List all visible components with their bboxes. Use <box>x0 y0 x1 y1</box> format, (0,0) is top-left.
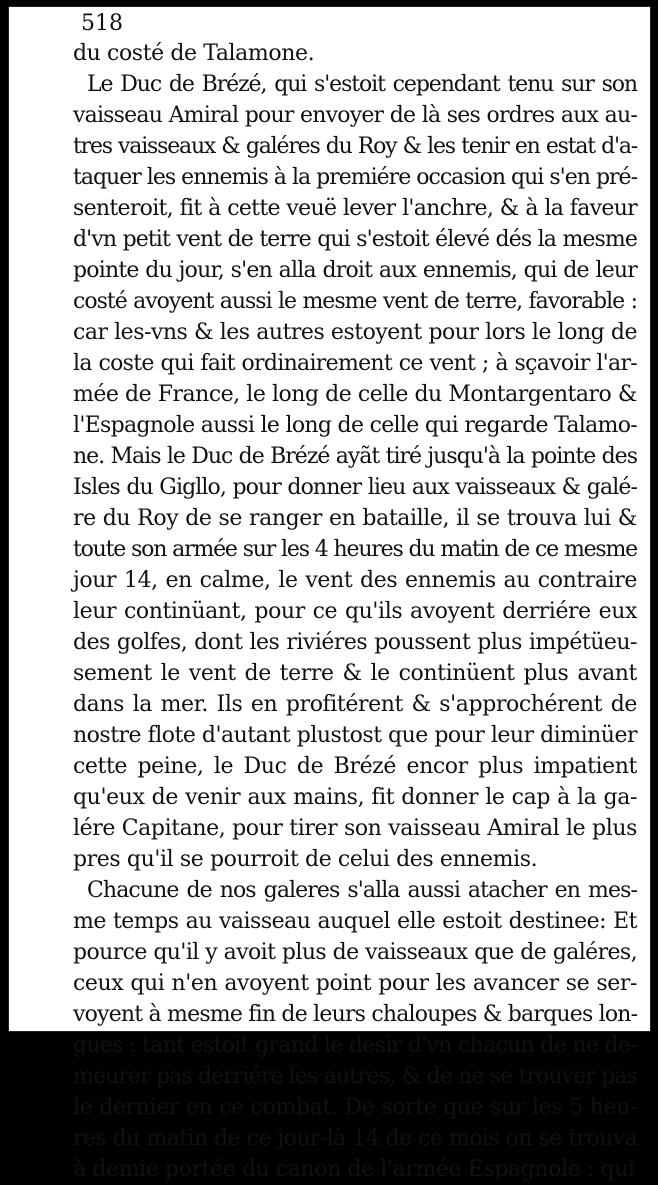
text-line: meurer pas derriére les autres, & de ne se trouver pas <box>73 1064 637 1089</box>
text-line: ne. Mais le Duc de Brézé ayãt tiré jusqu'à la pointe des <box>73 444 637 469</box>
text-line: nostre flote d'autant plustost que pour leur diminüer <box>73 723 637 748</box>
text-line: gues : tant estoit grand le desir d'vn chacun de ne de- <box>73 1033 637 1058</box>
text-line: re du Roy de se ranger en bataille, il se trouva lui & <box>73 506 637 531</box>
body-text <box>73 38 637 1185</box>
text-line: costé avoyent aussi le mesme vent de terre, favorable : <box>73 289 637 314</box>
text-line: toute son armée sur les 4 heures du matin de ce mesme <box>73 537 637 562</box>
text-line: d'vn petit vent de terre qui s'estoit élevé dés la mesme <box>73 227 637 252</box>
text-line: Chacune de nos galeres s'alla aussi atacher en mes- <box>87 878 637 903</box>
text-line: me temps au vaisseau auquel elle estoit destinee: Et <box>73 909 637 934</box>
page-number: 518 <box>81 11 123 36</box>
text-line: ceux qui n'en avoyent point pour les avancer se ser- <box>73 971 637 996</box>
text-line: res du matin de ce jour-là 14 de ce mois on se trouva <box>73 1126 637 1151</box>
text-line: qu'eux de venir aux mains, fit donner le cap à la ga- <box>73 785 637 810</box>
text-line: la coste qui fait ordinairement ce vent ; à sçavoir l'ar- <box>73 351 637 376</box>
text-line: du costé de Talamone. <box>73 41 315 66</box>
text-line: leur continüant, pour ce qu'ils avoyent derriére eux <box>73 599 637 624</box>
text-line: l'Espagnole aussi le long de celle qui regarde Talamo- <box>73 413 637 438</box>
text-line: pres qu'il se pourroit de celui des ennemis. <box>73 847 538 872</box>
text-line: Le Duc de Brézé, qui s'estoit cependant tenu sur son <box>87 72 637 97</box>
text-line: senteroit, fit à cette veuë lever l'anchre, & à la faveur <box>73 196 637 221</box>
text-line: taquer les ennemis à la premiére occasion qui s'en pré- <box>73 165 637 190</box>
text-line: vaisseau Amiral pour envoyer de là ses ordres aux au- <box>73 103 637 128</box>
text-line: sement le vent de terre & le continüent plus avant <box>73 661 637 686</box>
text-line: voyent à mesme fin de leurs chaloupes & barques lon- <box>73 1002 638 1027</box>
text-line: car les-vns & les autres estoyent pour lors le long de <box>73 320 637 345</box>
text-line: cette peine, le Duc de Brézé encor plus impatient <box>73 754 637 779</box>
text-line: pource qu'il y avoit plus de vaisseaux que de galéres, <box>73 940 637 965</box>
text-line: mée de France, le long de celle du Montargentaro & <box>73 382 637 407</box>
text-line: pointe du jour, s'en alla droit aux ennemis, qui de leur <box>73 258 637 283</box>
book-page <box>8 6 651 1182</box>
text-line: le dernier en ce combat. De sorte que sur les 5 heu- <box>73 1095 637 1120</box>
text-line: dans la mer. Ils en profitérent & s'approchérent de <box>73 692 637 717</box>
text-line: tres vaisseaux & galéres du Roy & les tenir en estat d'a- <box>73 134 637 159</box>
text-line: Isles du Gigllo, pour donner lieu aux vaisseaux & galé- <box>73 475 637 500</box>
text-line: des golfes, dont les riviéres poussent plus impétüeu- <box>73 630 637 655</box>
text-line: jour 14, en calme, le vent des ennemis au contraire <box>73 568 637 593</box>
text-line: à demie portée du canon de l'armée Espagnole : qui <box>73 1157 635 1182</box>
text-line: lére Capitane, pour tirer son vaisseau Amiral le plus <box>73 816 637 841</box>
